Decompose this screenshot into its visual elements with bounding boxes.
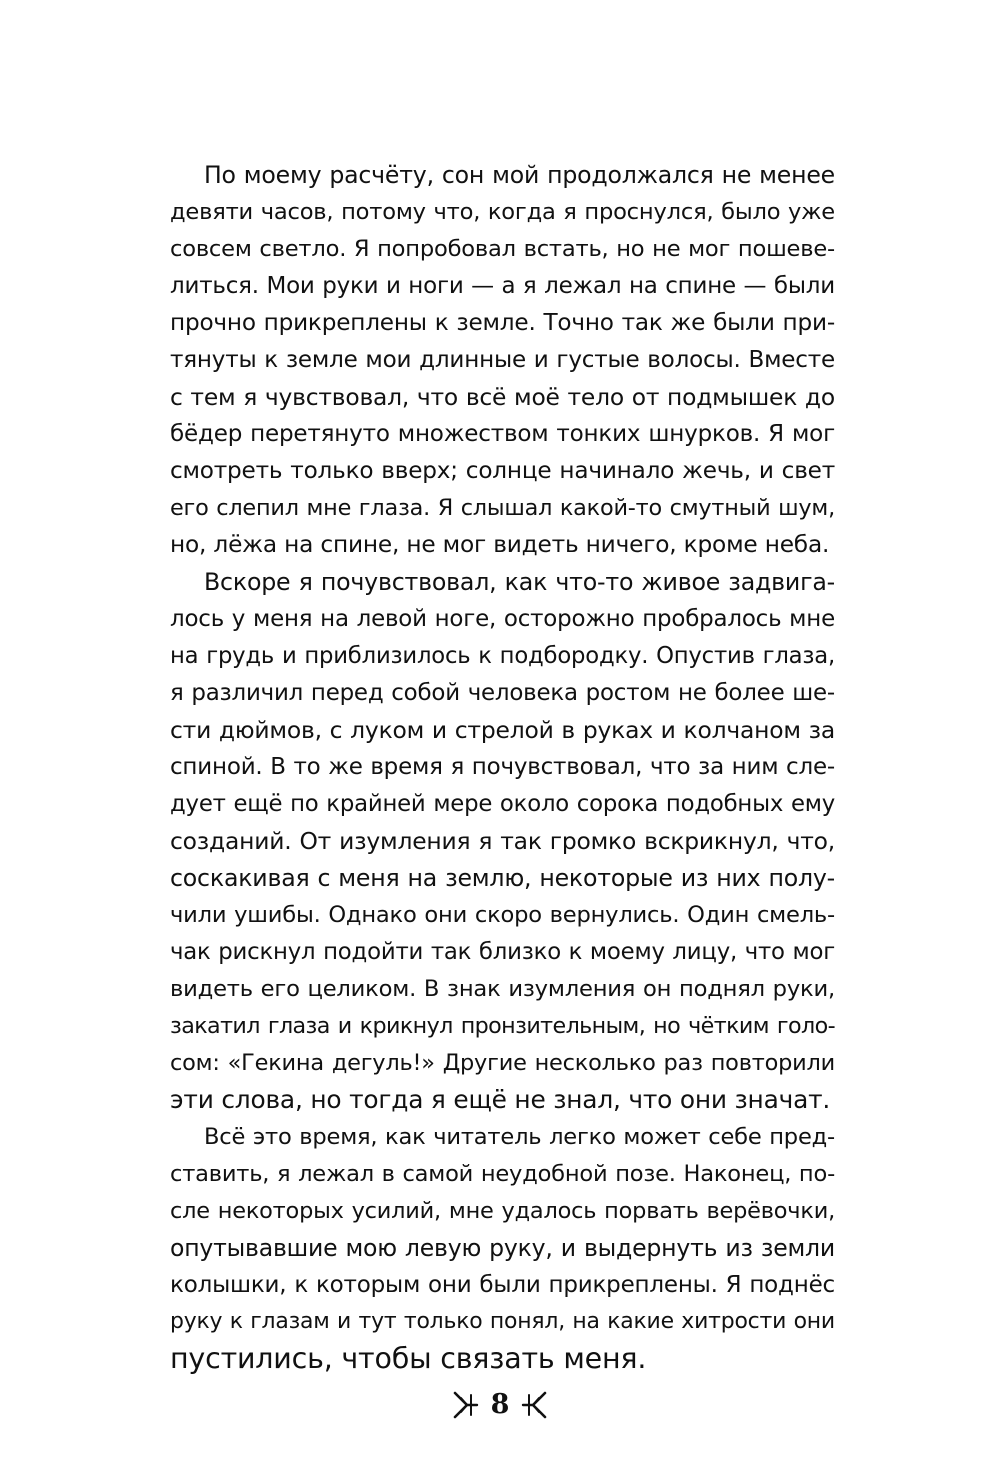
text-line: дует ещё по крайней мере около сорока подобных ему xyxy=(170,791,835,817)
text-line: пустились, чтобы связать меня. xyxy=(170,1342,647,1375)
flourish-left-icon xyxy=(521,1389,549,1421)
text-line: лось у меня на левой ноге, осторожно пробралось мне xyxy=(170,606,835,632)
page-number: 8 xyxy=(490,1389,510,1420)
text-line: соскакивая с меня на землю, некоторые из них полу- xyxy=(170,864,835,892)
page-footer xyxy=(0,1385,1000,1425)
text-line: но, лёжа на спине, не мог видеть ничего, кроме неба. xyxy=(170,531,830,558)
text-line: смотреть только вверх; солнце начинало жечь, и свет xyxy=(170,458,835,484)
text-line: литься. Мои руки и ноги — а я лежал на спине — были xyxy=(170,273,835,299)
text-line: с тем я чувствовал, что всё моё тело от подмышек до xyxy=(170,383,835,411)
text-line: совсем светло. Я попробовал встать, но не мог пошеве- xyxy=(170,236,835,262)
text-line: закатил глаза и крикнул пронзительным, но чётким голо- xyxy=(170,1013,835,1039)
text-line: его слепил мне глаза. Я слышал какой-то смутный шум, xyxy=(170,495,835,521)
text-line: сле некоторых усилий, мне удалось порвать верёвочки, xyxy=(170,1198,835,1224)
text-line: девяти часов, потому что, когда я проснулся, было уже xyxy=(170,199,835,225)
text-line: опутывавшие мою левую руку, и выдернуть из земли xyxy=(170,1234,835,1262)
text-line: Всё это время, как читатель легко может себе пред- xyxy=(204,1124,835,1150)
flourish-right-icon xyxy=(451,1389,479,1421)
text-line: руку к глазам и тут только понял, на какие хитрости они xyxy=(170,1309,835,1334)
text-line: сом: «Гекина дегуль!» Другие несколько раз повторили xyxy=(170,1050,835,1076)
text-line: я различил перед собой человека ростом не более ше- xyxy=(170,680,835,706)
text-line: тянуты к земле мои длинные и густые волосы. Вместе xyxy=(170,347,835,373)
text-line: видеть его целиком. В знак изумления он поднял руки, xyxy=(170,976,835,1002)
text-line: на грудь и приблизилось к подбородку. Опустив глаза, xyxy=(170,643,835,669)
text-line: ставить, я лежал в самой неудобной позе. Наконец, по- xyxy=(170,1161,835,1187)
text-line: созданий. От изумления я так громко вскрикнул, что, xyxy=(170,827,835,855)
text-line: сти дюймов, с луком и стрелой в руках и колчаном за xyxy=(170,716,835,744)
text-line: прочно прикреплены к земле. Точно так же были при- xyxy=(170,310,835,336)
text-line: бёдер перетянуто множеством тонких шнурков. Я мог xyxy=(170,421,835,447)
text-line: Вскоре я почувствовал, как что-то живое задвига- xyxy=(204,568,835,596)
text-line: колышки, к которым они были прикреплены. Я поднёс xyxy=(170,1272,835,1298)
text-line: эти слова, но тогда я ещё не знал, что они значат. xyxy=(170,1085,831,1114)
text-line: чак рискнул подойти так близко к моему лицу, что мог xyxy=(170,939,835,965)
text-line: По моему расчёту, сон мой продолжался не менее xyxy=(204,161,835,189)
text-line: спиной. В то же время я почувствовал, что за ним сле- xyxy=(170,754,835,780)
text-line: чили ушибы. Однако они скоро вернулись. Один смель- xyxy=(170,902,835,928)
